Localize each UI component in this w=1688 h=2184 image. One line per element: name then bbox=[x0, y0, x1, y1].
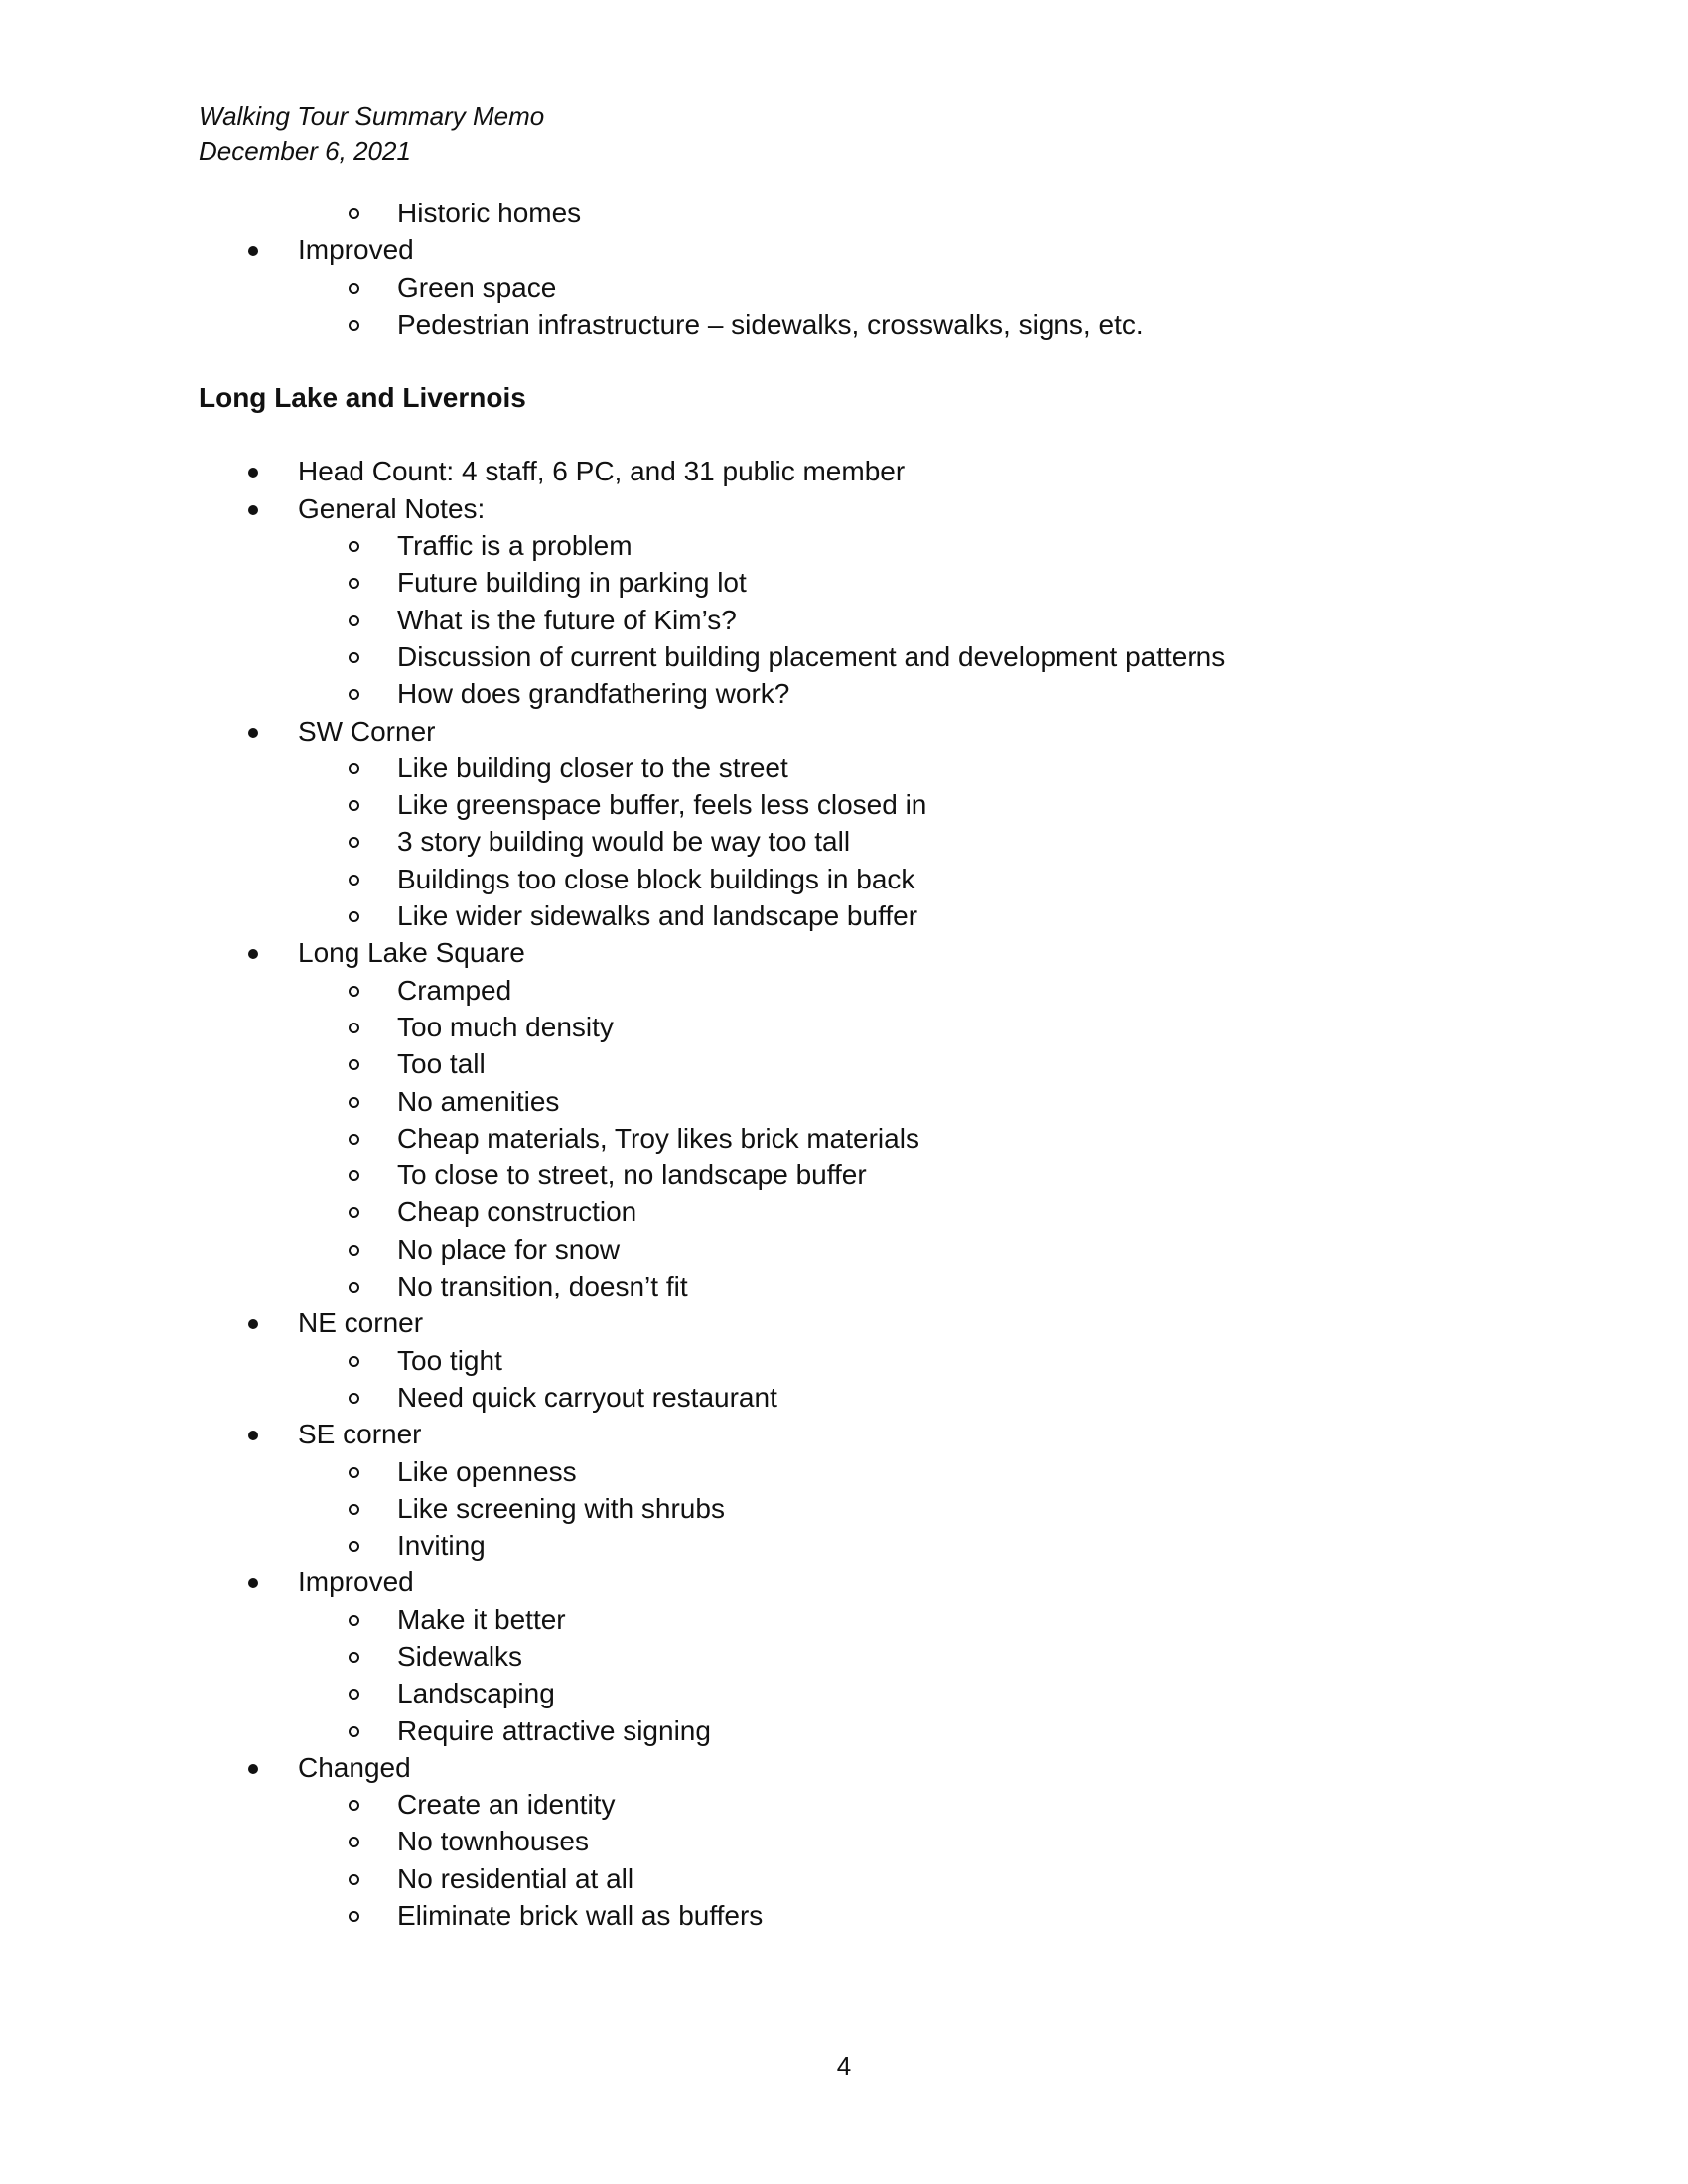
bullet-item bbox=[199, 1749, 1489, 1786]
hollow-bullet-icon bbox=[349, 911, 359, 922]
item-text: Like greenspace buffer, feels less closed in bbox=[397, 789, 927, 821]
item-text: Make it better bbox=[397, 1603, 566, 1635]
sub-bullet-item bbox=[199, 1638, 1489, 1675]
item-text: Cheap materials, Troy likes brick materials bbox=[397, 1122, 919, 1154]
filled-bullet-icon bbox=[248, 468, 258, 478]
hollow-bullet-icon bbox=[349, 1800, 359, 1811]
sub-bullet-item bbox=[199, 306, 1489, 342]
bullet-item bbox=[199, 1416, 1489, 1452]
item-text: Like screening with shrubs bbox=[397, 1492, 725, 1524]
filled-bullet-icon bbox=[248, 246, 258, 256]
hollow-bullet-icon bbox=[349, 1245, 359, 1256]
sub-bullet-item bbox=[199, 527, 1489, 564]
bullet-item bbox=[199, 1304, 1489, 1341]
bullet-item bbox=[199, 231, 1489, 268]
sub-bullet-item bbox=[199, 1453, 1489, 1490]
item-text: Sidewalks bbox=[397, 1640, 523, 1672]
hollow-bullet-icon bbox=[349, 986, 359, 997]
sub-bullet-item bbox=[199, 1083, 1489, 1120]
item-text: Discussion of current building placement and development patterns bbox=[397, 640, 1226, 672]
hollow-bullet-icon bbox=[349, 763, 359, 774]
sub-bullet-item bbox=[199, 638, 1489, 675]
item-text: Historic homes bbox=[397, 198, 582, 228]
item-text: No residential at all bbox=[397, 1862, 634, 1894]
sub-bullet-item bbox=[199, 1786, 1489, 1823]
item-text: SE corner bbox=[298, 1419, 422, 1450]
item-text: No place for snow bbox=[397, 1233, 621, 1265]
item-text: Long Lake Square bbox=[298, 937, 525, 969]
bullet-item bbox=[199, 453, 1489, 489]
item-text: Pedestrian infrastructure – sidewalks, crosswalks, signs, etc. bbox=[397, 308, 1144, 340]
bullet-item bbox=[199, 1564, 1489, 1600]
hollow-bullet-icon bbox=[349, 1467, 359, 1478]
sub-bullet-item bbox=[199, 972, 1489, 1009]
item-text: Too tight bbox=[397, 1344, 502, 1376]
item-text: Improved bbox=[298, 234, 414, 266]
hollow-bullet-icon bbox=[349, 208, 359, 219]
hollow-bullet-icon bbox=[349, 1023, 359, 1033]
item-text: Like openness bbox=[397, 1455, 577, 1487]
item-text: General Notes: bbox=[298, 492, 486, 524]
item-text: Inviting bbox=[397, 1530, 486, 1562]
item-text: No transition, doesn’t fit bbox=[397, 1271, 688, 1302]
item-text: Changed bbox=[298, 1751, 411, 1783]
sub-bullet-item bbox=[199, 1823, 1489, 1859]
filled-bullet-icon bbox=[248, 1578, 258, 1588]
item-text: No amenities bbox=[397, 1085, 560, 1117]
filled-bullet-icon bbox=[248, 505, 258, 515]
item-text: Require attractive signing bbox=[397, 1714, 711, 1746]
bullet-item bbox=[199, 934, 1489, 971]
item-text: Green space bbox=[397, 271, 557, 303]
hollow-bullet-icon bbox=[349, 1356, 359, 1367]
item-text: Cheap construction bbox=[397, 1196, 637, 1228]
item-text: What is the future of Kim’s? bbox=[397, 604, 737, 635]
sub-bullet-item bbox=[199, 1157, 1489, 1193]
hollow-bullet-icon bbox=[349, 1541, 359, 1552]
sub-bullet-item bbox=[199, 897, 1489, 934]
item-text: Buildings too close block buildings in back bbox=[397, 863, 915, 894]
filled-bullet-icon bbox=[248, 949, 258, 959]
item-text: Eliminate brick wall as buffers bbox=[397, 1900, 764, 1932]
sub-bullet-item bbox=[199, 750, 1489, 786]
sub-bullet-item bbox=[199, 1268, 1489, 1304]
sub-bullet-item bbox=[199, 1601, 1489, 1638]
hollow-bullet-icon bbox=[349, 1282, 359, 1293]
item-text: Cramped bbox=[397, 974, 512, 1006]
sub-bullet-item bbox=[199, 675, 1489, 712]
sub-bullet-item bbox=[199, 1120, 1489, 1157]
item-text: Improved bbox=[298, 1567, 414, 1598]
item-text: Too tall bbox=[397, 1048, 486, 1080]
item-text: Like wider sidewalks and landscape buffer bbox=[397, 900, 918, 932]
hollow-bullet-icon bbox=[349, 1652, 359, 1663]
hollow-bullet-icon bbox=[349, 1911, 359, 1922]
sub-bullet-item bbox=[199, 1897, 1489, 1934]
filled-bullet-icon bbox=[248, 1431, 258, 1440]
item-text: Future building in parking lot bbox=[397, 567, 747, 599]
hollow-bullet-icon bbox=[349, 689, 359, 700]
sub-bullet-item bbox=[199, 1045, 1489, 1082]
hollow-bullet-icon bbox=[349, 1726, 359, 1737]
memo-title: Walking Tour Summary Memo bbox=[199, 101, 545, 131]
memo-header bbox=[199, 99, 544, 169]
item-text: Traffic is a problem bbox=[397, 530, 633, 562]
sub-bullet-item bbox=[199, 1527, 1489, 1564]
hollow-bullet-icon bbox=[349, 1837, 359, 1847]
hollow-bullet-icon bbox=[349, 800, 359, 811]
hollow-bullet-icon bbox=[349, 1097, 359, 1108]
bullet-item bbox=[199, 490, 1489, 527]
hollow-bullet-icon bbox=[349, 652, 359, 663]
sub-bullet-item bbox=[199, 1342, 1489, 1379]
sub-bullet-item bbox=[199, 1490, 1489, 1527]
hollow-bullet-icon bbox=[349, 1170, 359, 1181]
hollow-bullet-icon bbox=[349, 875, 359, 886]
item-text: NE corner bbox=[298, 1307, 424, 1339]
bullet-item bbox=[199, 713, 1489, 750]
item-text: How does grandfathering work? bbox=[397, 678, 790, 710]
sub-bullet-item bbox=[199, 269, 1489, 306]
sub-bullet-item bbox=[199, 1712, 1489, 1749]
hollow-bullet-icon bbox=[349, 1504, 359, 1515]
item-text: Head Count: 4 staff, 6 PC, and 31 public member bbox=[298, 456, 906, 487]
hollow-bullet-icon bbox=[349, 1059, 359, 1070]
item-text: No townhouses bbox=[397, 1826, 590, 1857]
continued-list bbox=[199, 195, 1489, 342]
hollow-bullet-icon bbox=[349, 1689, 359, 1700]
sub-bullet-item bbox=[199, 1379, 1489, 1416]
page-number: 4 bbox=[836, 2051, 852, 2081]
item-text: Like building closer to the street bbox=[397, 751, 788, 783]
section-heading: Long Lake and Livernois bbox=[199, 382, 526, 414]
hollow-bullet-icon bbox=[349, 615, 359, 626]
item-text: 3 story building would be way too tall bbox=[397, 826, 851, 858]
filled-bullet-icon bbox=[248, 1319, 258, 1329]
sub-bullet-item bbox=[199, 602, 1489, 638]
sub-bullet-item bbox=[199, 1009, 1489, 1045]
hollow-bullet-icon bbox=[349, 1393, 359, 1404]
sub-bullet-item bbox=[199, 1231, 1489, 1268]
filled-bullet-icon bbox=[248, 1764, 258, 1774]
item-text: To close to street, no landscape buffer bbox=[397, 1160, 867, 1191]
hollow-bullet-icon bbox=[349, 283, 359, 294]
hollow-bullet-icon bbox=[349, 541, 359, 552]
item-text: Need quick carryout restaurant bbox=[397, 1381, 777, 1413]
hollow-bullet-icon bbox=[349, 1207, 359, 1218]
hollow-bullet-icon bbox=[349, 1874, 359, 1885]
sub-bullet-item bbox=[199, 786, 1489, 823]
hollow-bullet-icon bbox=[349, 320, 359, 331]
memo-date: December 6, 2021 bbox=[199, 136, 411, 166]
sub-bullet-item bbox=[199, 1193, 1489, 1230]
filled-bullet-icon bbox=[248, 728, 258, 738]
memo-body bbox=[199, 195, 1489, 1934]
item-text: Too much density bbox=[397, 1011, 614, 1042]
sub-bullet-item bbox=[199, 195, 1489, 231]
sub-bullet-item bbox=[199, 823, 1489, 860]
sub-bullet-item bbox=[199, 1675, 1489, 1711]
sub-bullet-item bbox=[199, 1860, 1489, 1897]
sub-bullet-item bbox=[199, 861, 1489, 897]
sub-bullet-item bbox=[199, 564, 1489, 601]
item-text: SW Corner bbox=[298, 715, 436, 747]
hollow-bullet-icon bbox=[349, 578, 359, 589]
item-text: Landscaping bbox=[397, 1678, 555, 1709]
section-list bbox=[199, 453, 1489, 1934]
hollow-bullet-icon bbox=[349, 1615, 359, 1626]
hollow-bullet-icon bbox=[349, 1134, 359, 1145]
item-text: Create an identity bbox=[397, 1789, 616, 1821]
hollow-bullet-icon bbox=[349, 837, 359, 848]
